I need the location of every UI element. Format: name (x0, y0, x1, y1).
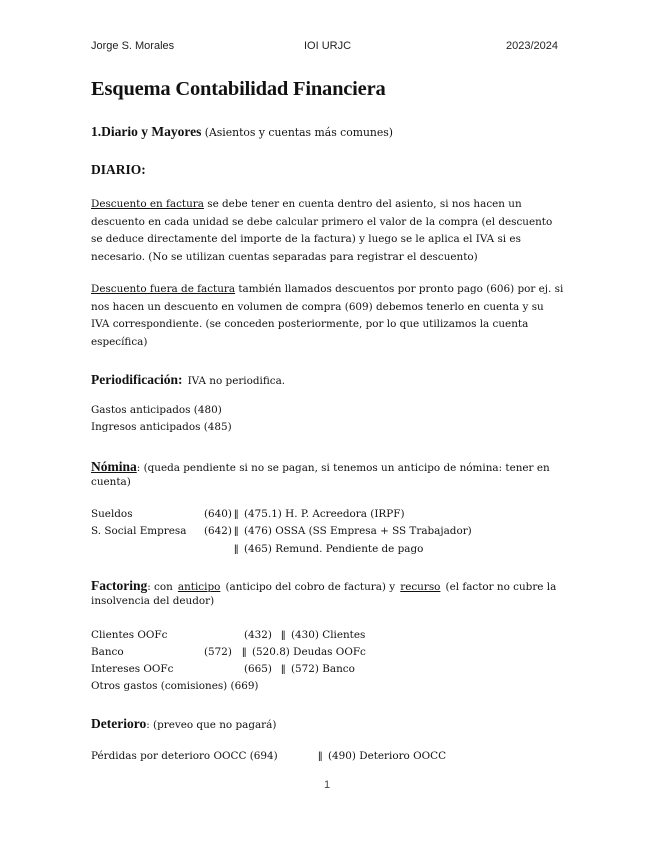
header-course: IOI URJC (304, 40, 352, 52)
text-fragment: : con (147, 581, 173, 593)
section-subtitle: (Asientos y cuentas más comunes) (204, 126, 393, 139)
account-code: (665) (244, 663, 272, 675)
factoring-title: Factoring (91, 578, 148, 593)
account-right: (572) Banco (291, 663, 355, 675)
descuento-factura-paragraph (91, 196, 571, 266)
paragraph-line: nos hacen un descuento en volumen de compra (609) debemos tenerlo en cuenta y su (91, 300, 544, 313)
paragraph-line (91, 196, 571, 214)
account-left: Sueldos (91, 508, 133, 520)
separator-bars: || (281, 630, 285, 641)
nomina-note: : (queda pendiente si no se pagan, si tenemos un anticipo de nómina: tener en (136, 462, 550, 474)
account-right: (520.8) Deudas OOFc (252, 646, 366, 658)
periodificacion-note: IVA no periodifica. (187, 375, 286, 387)
descuento-fuera-paragraph (91, 281, 571, 351)
factoring-note-line2: insolvencia del deudor) (91, 595, 215, 607)
page-title: Esquema Contabilidad Financiera (91, 78, 386, 100)
account-right: (475.1) H. P. Acreedora (IRPF) (244, 508, 405, 520)
text-line: también llamados descuentos por pronto pago (606) por ej. si (238, 283, 564, 295)
paragraph-line: IVA correspondiente. (se conceden posteriormente, por lo que utilizamos la cuenta (91, 318, 529, 330)
account-left: Otros gastos (comisiones) (669) (91, 680, 259, 692)
separator-bars: || (281, 664, 285, 675)
header-year: 2023/2024 (506, 40, 558, 52)
account-code: (642) (204, 525, 232, 537)
account-right: (430) Clientes (291, 629, 366, 641)
nomina-note-line2: cuenta) (91, 476, 131, 488)
account-left: Intereses OOFc (91, 663, 174, 675)
table-row (91, 506, 133, 524)
text-fragment: (anticipo del cobro de factura) y (225, 581, 396, 593)
deterioro-title: Deterioro (91, 716, 147, 731)
account-right: (476) OSSA (SS Empresa + SS Trabajador) (244, 525, 472, 537)
text-fragment: (el factor no cubre la (445, 581, 557, 593)
separator-bars: || (234, 526, 238, 537)
term-descuento-factura: Descuento en factura (91, 198, 204, 210)
account-left: Pérdidas por deterioro OOCC (694) (91, 750, 278, 762)
page-number: 1 (324, 779, 331, 791)
nomina-heading (91, 456, 550, 478)
paragraph-line: necesario. (No se utilizan cuentas separadas para registrar el descuento) (91, 250, 478, 263)
deterioro-heading (91, 713, 276, 735)
separator-bars: || (318, 751, 322, 762)
diario-heading: DIARIO: (91, 162, 146, 177)
account-right: (490) Deterioro OOCC (328, 750, 447, 762)
term-anticipo: anticipo (177, 581, 221, 593)
paragraph-line: descuento en cada unidad se debe calcular primero el valor de la compra (el descuento (91, 215, 553, 228)
separator-bars: || (242, 647, 246, 658)
separator-bars: || (234, 509, 238, 520)
periodificacion-title: Periodificación: (91, 372, 183, 387)
account-code: (572) (204, 646, 232, 658)
term-recurso: recurso (400, 581, 441, 593)
paragraph-line: se deduce directamente del importe de la factura) y luego se le aplica el IVA si es (91, 233, 521, 245)
paragraph-line (91, 281, 571, 299)
section-heading-text: 1.Diario y Mayores (91, 124, 202, 139)
list-item: Ingresos anticipados (485) (91, 421, 232, 433)
text-line: se debe tener en cuenta dentro del asiento, si nos hacen un (207, 198, 522, 210)
paragraph-line: específica) (91, 335, 148, 348)
list-item: Gastos anticipados (480) (91, 404, 222, 416)
account-code: (432) (244, 629, 272, 641)
header-author: Jorge S. Morales (91, 40, 175, 52)
account-right: (465) Remund. Pendiente de pago (244, 543, 424, 555)
account-code: (640) (204, 508, 232, 520)
account-left: Clientes OOFc (91, 629, 168, 641)
deterioro-note: : (preveo que no pagará) (146, 719, 277, 731)
section-heading (91, 124, 393, 140)
nomina-title: Nómina (91, 459, 137, 474)
term-descuento-fuera: Descuento fuera de factura (91, 283, 236, 295)
account-left: S. Social Empresa (91, 525, 187, 537)
separator-bars: || (234, 544, 238, 555)
account-left: Banco (91, 646, 124, 658)
periodificacion-heading (91, 369, 285, 391)
